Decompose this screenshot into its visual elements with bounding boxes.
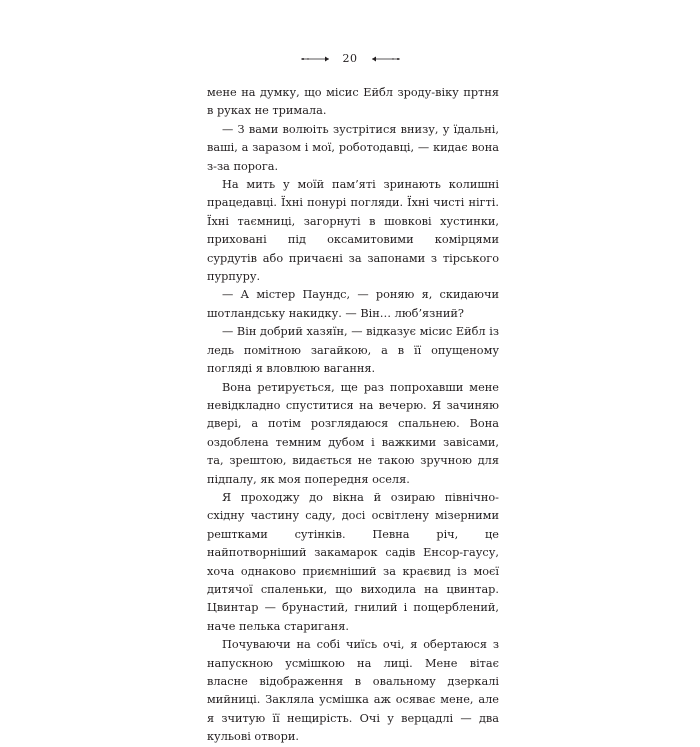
paragraph: На мить у моїй пам’яті зринають колишні працедавці. Їхні понурі погляди. Їхні чисті нігті. Їхні таємниці, загорнуті в шовкові хустинки, приховані під оксамитовими комірцями сурдутів або причаєні за запонами з тірського пурпуру. [207, 178, 499, 284]
paragraph: Почуваючи на собі чиїсь очі, я обертаюся з напускною усмішкою на лиці. Мене вітає власне відображення в овальному дзеркалі мийниці. Закляла усмішка аж осяває мене, але я зчитую її нещирість. Очі у верцадлі — два кульові отвори. [207, 638, 499, 744]
paragraph: мене на думку, що місис Ейбл зроду-віку пртня в руках не тримала. [207, 86, 499, 118]
paragraph: — А містер Паундс, — роняю я, скидаючи шотландську накидку. — Він… люб’язний? [207, 288, 499, 320]
paragraph: Вона ретирується, ще раз попрохавши мене невідкладно спуститися на вечерю. Я зачиняю двері, а потім розглядаюся спальнею. Вона оздоблена темним дубом і важкими завісами, та, зрештою, видається не такою зручною для підпалу, як моя попередня оселя. [207, 380, 499, 486]
paragraph: — З вами волюіть зустрітися внизу, у їдальні, ваші, а заразом і мої, роботодавці, — кидає вона з-за порога. [207, 122, 499, 173]
left-ornament-icon [299, 54, 333, 64]
running-header [0, 52, 700, 66]
paragraph: Я проходжу до вікна й озираю північно-східну частину саду, досі освітлену мізерними рештками сутінків. Певна річ, це найпотворніший закамарок садів Енсор-гаусу, хоча однаково приємніший за краєвид із моєї дитячої спаленьки, що виходила на цвинтар. Цвинтар — брунастий, гнилий і пощерблений, наче пелька стариганя. [207, 490, 499, 633]
paragraph: — Він добрий хазяїн, — відказує місис Ейбл із ледь помітною загайкою, а в її опущеному погляді я вловлюю вагання. [207, 325, 499, 376]
page-number: 20 [342, 52, 358, 65]
right-ornament-icon [368, 54, 402, 64]
body-text [207, 84, 499, 747]
